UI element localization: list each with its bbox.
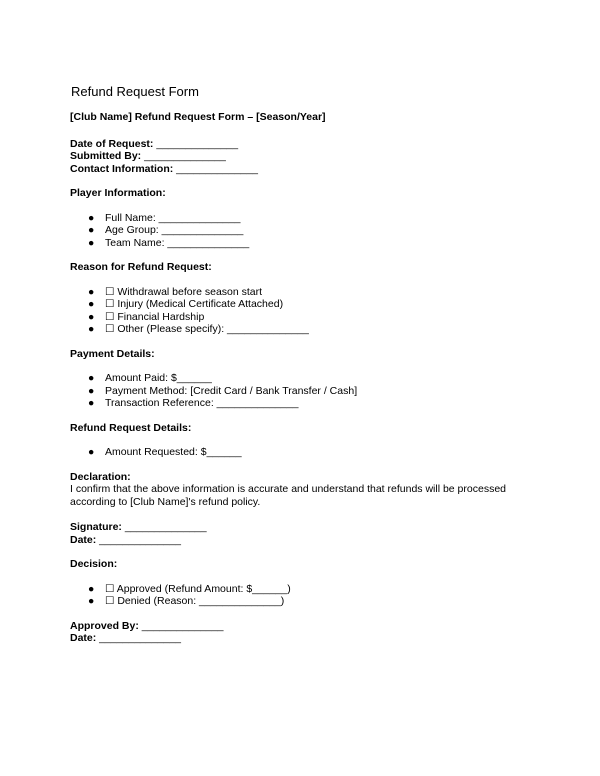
page-title: Refund Request Form — [71, 84, 199, 99]
bullet-icon: ● — [88, 224, 95, 236]
list-item — [70, 311, 540, 324]
bullet-icon: ● — [88, 211, 95, 224]
field-blank: ______________ — [141, 150, 226, 162]
list-item — [70, 286, 540, 299]
bullet-icon: ● — [88, 446, 95, 458]
approval-fields — [70, 620, 540, 645]
field-label: Submitted By: — [70, 150, 142, 162]
section-heading: Decision: — [70, 558, 118, 570]
list-item-text: Amount Paid: $______ — [105, 372, 212, 384]
field-blank: ______________ — [96, 533, 181, 546]
refund-details-section — [70, 422, 540, 459]
bullet-icon: ● — [88, 397, 95, 409]
list-item — [70, 397, 540, 410]
checkbox-option: ☐ Other (Please specify): ______________ — [105, 323, 309, 335]
approval-date-field — [70, 632, 540, 645]
declaration-section — [70, 471, 540, 509]
field-blank: ______________ — [153, 137, 239, 150]
payment-list — [70, 372, 540, 410]
field-blank: ______________ — [173, 162, 258, 175]
list-item-text: Full Name: ______________ — [105, 211, 241, 224]
section-heading: Reason for Refund Request: — [70, 261, 212, 273]
checkbox-option: ☐ Approved (Refund Amount: $______) — [105, 582, 291, 595]
list-item — [70, 583, 540, 596]
checkbox-option: ☐ Injury (Medical Certificate Attached) — [105, 298, 284, 310]
bullet-icon: ● — [88, 582, 95, 595]
decision-list — [70, 583, 540, 608]
declaration-text: I confirm that the above information is accurate and understand that refunds will be processed according to [Club Name]'s refund policy. — [70, 483, 506, 508]
list-item — [70, 372, 540, 385]
contact-information-field — [70, 163, 540, 176]
list-item — [70, 385, 540, 398]
field-label: Date of Request: — [70, 137, 154, 150]
field-label: Approved By: — [70, 619, 139, 632]
list-item-text: Transaction Reference: ______________ — [105, 397, 299, 409]
approved-by-field — [70, 620, 540, 633]
reason-section — [70, 261, 540, 336]
section-heading: Payment Details: — [70, 347, 155, 360]
signature-field — [70, 521, 540, 534]
list-item — [70, 298, 540, 311]
bullet-icon: ● — [88, 236, 95, 249]
section-heading: Refund Request Details: — [70, 421, 192, 434]
date-of-request-field — [70, 138, 540, 151]
bullet-icon: ● — [88, 298, 95, 310]
form-subtitle: [Club Name] Refund Request Form – [Season/Year] — [70, 111, 326, 123]
bullet-icon: ● — [88, 323, 95, 335]
refund-form — [70, 84, 540, 645]
player-information-list — [70, 212, 540, 250]
checkbox-option: ☐ Financial Hardship — [105, 310, 205, 323]
section-heading: Player Information: — [70, 187, 166, 199]
list-item-text: Amount Requested: $______ — [105, 446, 242, 458]
list-item — [70, 212, 540, 225]
submitted-by-field — [70, 150, 540, 163]
checkbox-option: ☐ Denied (Reason: ______________) — [105, 595, 285, 607]
reason-list — [70, 286, 540, 336]
field-label: Signature: — [70, 521, 122, 533]
decision-section — [70, 558, 540, 608]
field-blank: ______________ — [96, 632, 181, 644]
field-label: Date: — [70, 632, 97, 644]
signature-fields — [70, 521, 540, 546]
field-blank: ______________ — [121, 521, 207, 533]
field-label: Date: — [70, 533, 97, 546]
list-item-text: Age Group: ______________ — [105, 224, 244, 236]
list-item — [70, 237, 540, 250]
list-item — [70, 224, 540, 237]
field-blank: ______________ — [138, 619, 224, 632]
section-heading: Declaration: — [70, 470, 131, 483]
list-item-text: Payment Method: [Credit Card / Bank Transfer / Cash] — [105, 384, 358, 397]
bullet-icon: ● — [88, 372, 95, 384]
bullet-icon: ● — [88, 310, 95, 323]
list-item-text: Team Name: ______________ — [105, 236, 250, 249]
payment-section — [70, 348, 540, 410]
field-label: Contact Information: — [70, 162, 174, 175]
signature-date-field — [70, 534, 540, 547]
list-item — [70, 323, 540, 336]
player-information-section — [70, 187, 540, 249]
refund-details-list — [70, 446, 540, 459]
list-item — [70, 446, 540, 459]
checkbox-option: ☐ Withdrawal before season start — [105, 285, 263, 298]
bullet-icon: ● — [88, 285, 95, 298]
bullet-icon: ● — [88, 595, 95, 607]
bullet-icon: ● — [88, 384, 95, 397]
list-item — [70, 595, 540, 608]
request-header-fields — [70, 138, 540, 176]
